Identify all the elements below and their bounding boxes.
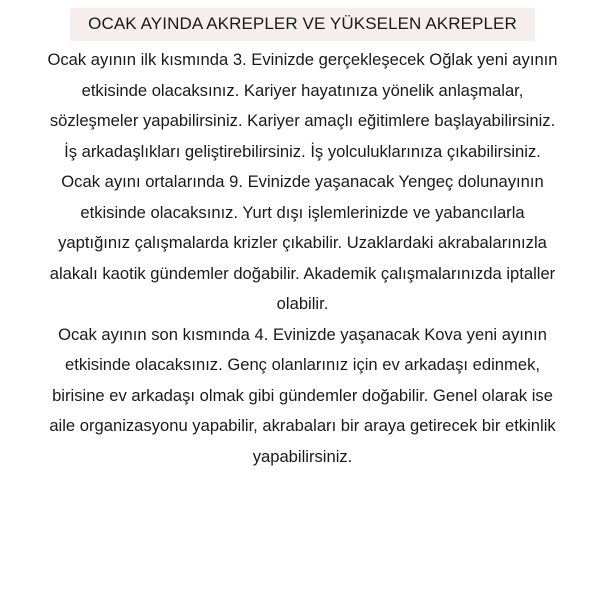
article-body [0,45,605,472]
body-line: etkisinde olacaksınız. Kariyer hayatınıza yönelik anlaşmalar, [81,80,524,100]
body-line: sözleşmeler yapabilirsiniz. Kariyer amaçlı eğitimlere başlayabilirsiniz. [49,111,556,130]
body-line: yapabilirsiniz. [252,446,353,466]
body-line: Ocak ayının son kısmında 4. Evinizde yaşanacak Kova yeni ayının [58,324,547,344]
body-line: yaptığınız çalışmalarda krizler çıkabilir. Uzaklardaki akrabalarınızla [58,233,547,252]
body-line: etkisinde olacaksınız. Yurt dışı işlemlerinizde ve yabancılarla [80,202,525,222]
body-line: birisine ev arkadaşı olmak gibi gündemler doğabilir. Genel olarak ise [52,385,553,405]
body-line: etkisinde olacaksınız. Genç olanlarınız için ev arkadaşı edinmek, [64,355,540,374]
title-container [0,8,605,41]
body-line: olabilir. [276,294,329,313]
body-line: İş arkadaşlıkları geliştirebilirsiniz. İş yolculuklarınıza çıkabilirsiniz. [64,141,541,161]
body-line: Ocak ayını ortalarında 9. Evinizde yaşanacak Yengeç dolunayının [61,172,544,191]
body-line: aile organizasyonu yapabilir, akrabaları bir araya getirecek bir etkinlik [49,416,556,435]
page-title: OCAK AYINDA AKREPLER VE YÜKSELEN AKREPLER [70,8,535,41]
body-line: Ocak ayının ilk kısmında 3. Evinizde gerçekleşecek Oğlak yeni ayının [47,50,558,69]
body-line: alakalı kaotik gündemler doğabilir. Akademik çalışmalarınızda iptaller [49,263,556,283]
